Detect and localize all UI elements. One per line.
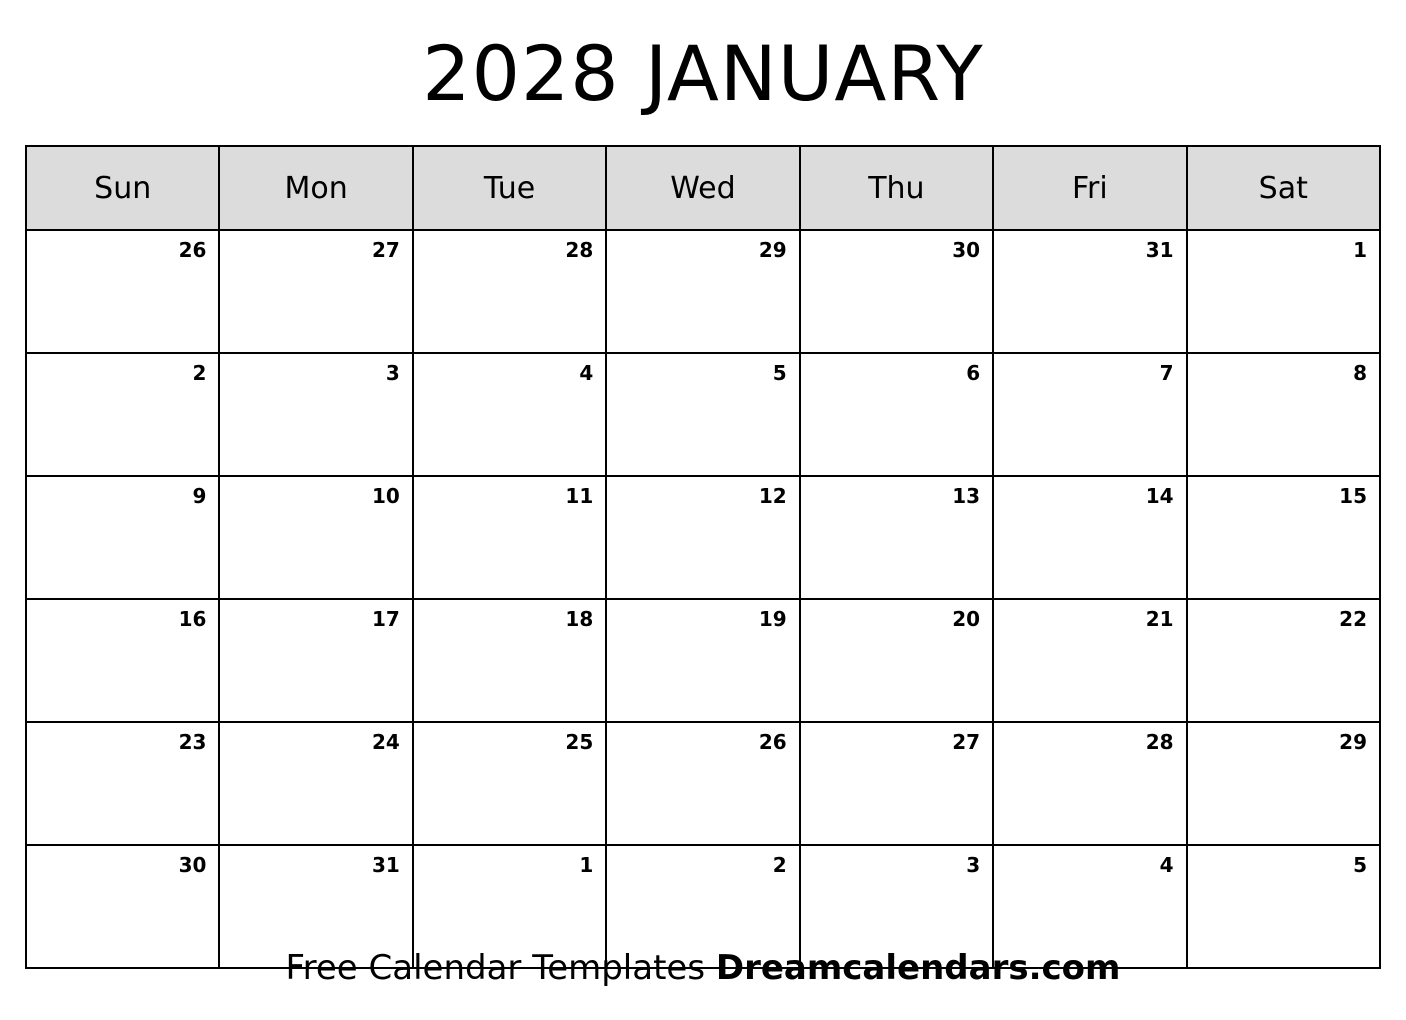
day-number: 7	[1159, 361, 1174, 385]
day-number: 2	[192, 361, 207, 385]
day-number: 19	[758, 607, 787, 631]
day-cell[interactable]	[993, 599, 1186, 722]
day-number: 4	[1159, 853, 1174, 877]
day-cell[interactable]	[1187, 722, 1380, 845]
day-number: 5	[1353, 853, 1367, 877]
weekday-header-sun: Sun	[26, 146, 219, 230]
weekday-header-sat: Sat	[1187, 146, 1380, 230]
day-number: 26	[178, 238, 207, 262]
day-number: 30	[952, 238, 981, 262]
day-number: 13	[952, 484, 981, 508]
day-number: 4	[579, 361, 594, 385]
day-number: 28	[1145, 730, 1174, 754]
day-number: 31	[1145, 238, 1174, 262]
day-number: 24	[372, 730, 400, 754]
day-number: 10	[372, 484, 400, 508]
calendar-week-row	[26, 476, 1380, 599]
day-cell[interactable]	[800, 476, 993, 599]
day-number: 29	[758, 238, 787, 262]
day-cell[interactable]	[800, 599, 993, 722]
day-cell[interactable]	[219, 476, 412, 599]
weekday-header-tue: Tue	[413, 146, 606, 230]
day-cell[interactable]	[26, 230, 219, 353]
page-title: 2028 JANUARY	[422, 29, 984, 118]
calendar-week-row	[26, 353, 1380, 476]
day-cell[interactable]	[993, 722, 1186, 845]
day-number: 21	[1145, 607, 1174, 631]
day-number: 2	[772, 853, 787, 877]
weekday-header-thu: Thu	[800, 146, 993, 230]
day-cell[interactable]	[219, 230, 412, 353]
day-number: 27	[372, 238, 400, 262]
day-number: 1	[1353, 238, 1367, 262]
day-number: 30	[178, 853, 207, 877]
day-cell[interactable]	[606, 353, 799, 476]
calendar-body	[26, 230, 1380, 968]
day-number: 18	[565, 607, 594, 631]
weekday-header-fri: Fri	[993, 146, 1186, 230]
day-cell[interactable]	[413, 353, 606, 476]
day-number: 3	[385, 361, 400, 385]
day-number: 8	[1353, 361, 1367, 385]
day-cell[interactable]	[26, 722, 219, 845]
day-cell[interactable]	[800, 722, 993, 845]
day-number: 27	[952, 730, 981, 754]
day-cell[interactable]	[26, 599, 219, 722]
calendar-header-row	[26, 146, 1380, 230]
day-cell[interactable]	[413, 722, 606, 845]
weekday-header-mon: Mon	[219, 146, 412, 230]
calendar-grid	[25, 145, 1381, 969]
calendar-week-row	[26, 599, 1380, 722]
day-number: 15	[1339, 484, 1367, 508]
day-cell[interactable]	[219, 722, 412, 845]
day-cell[interactable]	[1187, 599, 1380, 722]
day-number: 12	[758, 484, 787, 508]
day-number: 22	[1339, 607, 1367, 631]
day-cell[interactable]	[606, 722, 799, 845]
calendar-week-row	[26, 230, 1380, 353]
day-number: 1	[579, 853, 594, 877]
day-number: 29	[1339, 730, 1367, 754]
day-cell[interactable]	[993, 353, 1186, 476]
day-cell[interactable]	[413, 599, 606, 722]
day-number: 31	[372, 853, 400, 877]
day-cell[interactable]	[606, 230, 799, 353]
day-cell[interactable]	[800, 230, 993, 353]
day-number: 17	[372, 607, 400, 631]
day-number: 20	[952, 607, 981, 631]
day-cell[interactable]	[413, 230, 606, 353]
day-number: 3	[966, 853, 981, 877]
footer-lead-text: Free Calendar Templates	[285, 948, 716, 988]
calendar-week-row	[26, 722, 1380, 845]
day-cell[interactable]	[219, 599, 412, 722]
day-cell[interactable]	[606, 599, 799, 722]
day-number: 11	[565, 484, 594, 508]
day-number: 9	[192, 484, 207, 508]
day-cell[interactable]	[993, 230, 1186, 353]
day-cell[interactable]	[800, 353, 993, 476]
day-number: 25	[565, 730, 594, 754]
day-cell[interactable]	[26, 353, 219, 476]
day-number: 16	[178, 607, 207, 631]
day-cell[interactable]	[1187, 476, 1380, 599]
day-number: 5	[772, 361, 787, 385]
day-number: 26	[758, 730, 787, 754]
day-number: 6	[966, 361, 981, 385]
day-cell[interactable]	[1187, 230, 1380, 353]
day-number: 14	[1145, 484, 1174, 508]
day-cell[interactable]	[993, 476, 1186, 599]
day-cell[interactable]	[26, 476, 219, 599]
footer-credit	[0, 946, 1406, 990]
day-cell[interactable]	[606, 476, 799, 599]
day-cell[interactable]	[413, 476, 606, 599]
day-number: 23	[178, 730, 207, 754]
weekday-header-wed: Wed	[606, 146, 799, 230]
day-cell[interactable]	[1187, 353, 1380, 476]
footer-brand-text: Dreamcalendars.com	[715, 948, 1121, 988]
day-number: 28	[565, 238, 594, 262]
day-cell[interactable]	[219, 353, 412, 476]
